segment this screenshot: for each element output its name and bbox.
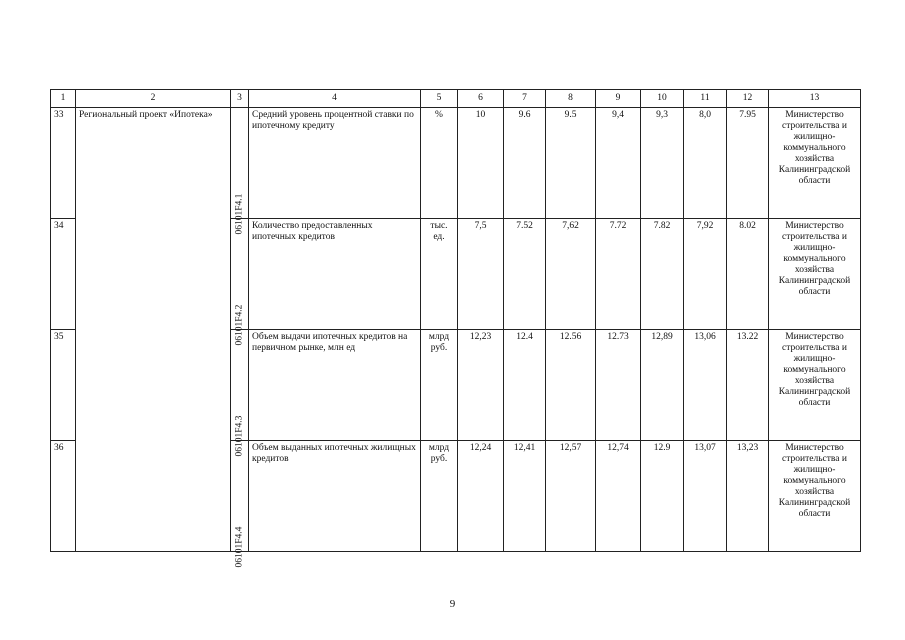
value-cell: 8.02: [727, 219, 769, 330]
row-number: 36: [51, 441, 76, 552]
value-cell: 13,06: [684, 330, 727, 441]
value-cell: 7,92: [684, 219, 727, 330]
value-cell: 12,57: [546, 441, 596, 552]
row-number: 33: [51, 108, 76, 219]
header-cell: 12: [727, 90, 769, 108]
header-cell: 3: [231, 90, 249, 108]
header-cell: 7: [504, 90, 546, 108]
value-cell: 7.82: [641, 219, 684, 330]
value-cell: 10: [458, 108, 504, 219]
value-cell: 9.5: [546, 108, 596, 219]
indicator-code-cell: [231, 330, 249, 457]
header-cell: 1: [51, 90, 76, 108]
value-cell: 7,5: [458, 219, 504, 330]
header-cell: 4: [249, 90, 421, 108]
indicator-code: 06101F4.1: [234, 193, 244, 235]
value-cell: 12.4: [504, 330, 546, 441]
value-cell: 12,89: [641, 330, 684, 441]
value-cell: 12,23: [458, 330, 504, 441]
responsible-executor: Министерство строительства и жилищно-коммунального хозяйства Калининградской области: [769, 330, 861, 441]
indicator-code: 06101F4.4: [234, 526, 244, 568]
unit: %: [421, 108, 458, 219]
value-cell: 8,0: [684, 108, 727, 219]
header-cell: 9: [596, 90, 641, 108]
value-cell: 9,3: [641, 108, 684, 219]
value-cell: 12,41: [504, 441, 546, 552]
value-cell: 7,62: [546, 219, 596, 330]
row-number: 35: [51, 330, 76, 441]
value-cell: 12.9: [641, 441, 684, 552]
value-cell: 12,74: [596, 441, 641, 552]
row-number: 34: [51, 219, 76, 330]
value-cell: 13.22: [727, 330, 769, 441]
indicator-name: Объем выданных ипотечных жилищных кредитов: [249, 441, 421, 552]
header-row: [51, 90, 861, 108]
header-cell: 13: [769, 90, 861, 108]
value-cell: 7.95: [727, 108, 769, 219]
indicator-code-cell: [231, 219, 249, 346]
responsible-executor: Министерство строительства и жилищно-коммунального хозяйства Калининградской области: [769, 108, 861, 219]
indicators-table: [50, 89, 861, 568]
page-number: 9: [449, 598, 456, 610]
table-row: [51, 108, 861, 219]
indicator-code-cell: [231, 108, 249, 235]
value-cell: 12.56: [546, 330, 596, 441]
indicator-name: Объем выдачи ипотечных кредитов на первичном рынке, млн ед: [249, 330, 421, 441]
header-cell: 5: [421, 90, 458, 108]
indicator-name: Средний уровень процентной ставки по ипотечному кредиту: [249, 108, 421, 219]
value-cell: 9,4: [596, 108, 641, 219]
indicator-code: 06101F4.2: [234, 304, 244, 346]
value-cell: 7.72: [596, 219, 641, 330]
project-name: Региональный проект «Ипотека»: [76, 108, 231, 552]
indicator-code: 06101F4.3: [234, 415, 244, 457]
header-cell: 10: [641, 90, 684, 108]
unit: тыс. ед.: [421, 219, 458, 330]
value-cell: 12.73: [596, 330, 641, 441]
header-cell: 6: [458, 90, 504, 108]
unit: млрд руб.: [421, 330, 458, 441]
indicator-code-cell: [231, 441, 249, 568]
value-cell: 7.52: [504, 219, 546, 330]
responsible-executor: Министерство строительства и жилищно-коммунального хозяйства Калининградской области: [769, 441, 861, 552]
header-cell: 2: [76, 90, 231, 108]
indicator-name: Количество предоставленных ипотечных кредитов: [249, 219, 421, 330]
value-cell: 13,07: [684, 441, 727, 552]
value-cell: 13,23: [727, 441, 769, 552]
responsible-executor: Министерство строительства и жилищно-коммунального хозяйства Калининградской области: [769, 219, 861, 330]
header-cell: 11: [684, 90, 727, 108]
unit: млрд руб.: [421, 441, 458, 552]
value-cell: 9.6: [504, 108, 546, 219]
value-cell: 12,24: [458, 441, 504, 552]
header-cell: 8: [546, 90, 596, 108]
